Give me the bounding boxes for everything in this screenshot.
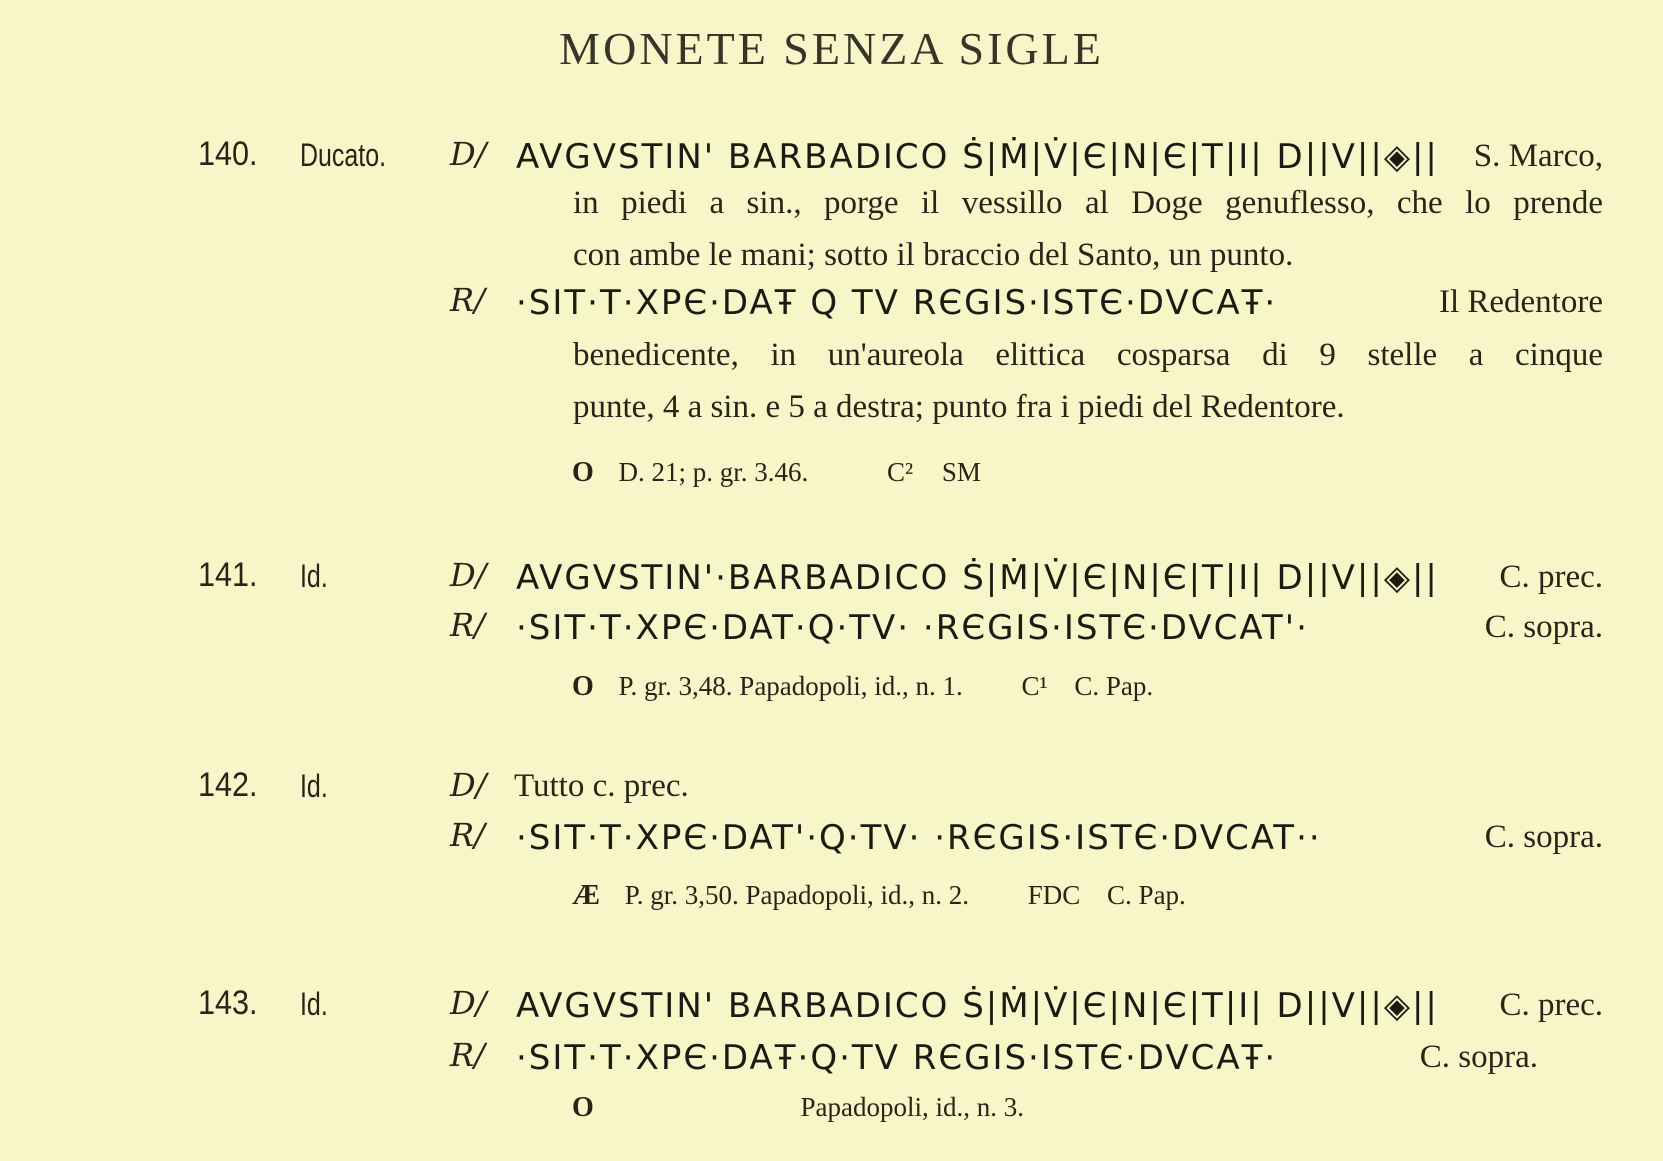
entry-number: 141. xyxy=(198,556,258,594)
obverse-legend: AVGVSTIN'·BARBADICO Ṡ|Ṁ|V̇|Є|N|Є|T|I| D||V||◈|| xyxy=(516,558,1439,598)
page-title: MONETE SENZA SIGLE xyxy=(559,23,1104,74)
entry-number: 140. xyxy=(198,135,258,173)
obverse-line xyxy=(450,135,1603,175)
entry-metadata xyxy=(572,457,981,489)
obverse-text: Tutto c. prec. xyxy=(514,768,689,804)
metal-symbol: O xyxy=(572,1092,594,1123)
entry-denomination: Id. xyxy=(300,768,328,804)
obverse-line xyxy=(450,766,1603,806)
entry-denomination: Id. xyxy=(300,986,328,1022)
metal-symbol: Æ xyxy=(572,880,600,911)
weight-details: D. 21; p. gr. 3.46. xyxy=(618,457,809,487)
metal-symbol: O xyxy=(572,671,594,702)
entry-number: 143. xyxy=(198,984,258,1022)
reverse-description-line: benedicente, in un'aureola elittica cosparsa di 9 stelle a cinque xyxy=(573,337,1603,373)
reverse-description-start: C. sopra. xyxy=(1419,1039,1538,1075)
reverse-line xyxy=(450,281,1603,321)
obverse-description-line: con ambe le mani; sotto il braccio del Santo, un punto. xyxy=(573,237,1294,273)
reverse-line xyxy=(450,606,1603,646)
reverse-symbol: R/ xyxy=(450,1036,485,1074)
obverse-symbol: D/ xyxy=(450,766,487,804)
grade: C² xyxy=(887,457,914,487)
reverse-description-line: punte, 4 a sin. e 5 a destra; punto fra i piedi del Redentore. xyxy=(573,389,1345,425)
obverse-legend: AVGVSTIN' BARBADICO Ṡ|Ṁ|V̇|Є|N|Є|T|I| D||V||◈|| xyxy=(516,137,1439,177)
collection: C. Pap. xyxy=(1074,671,1154,701)
obverse-description-start: S. Marco, xyxy=(1473,138,1603,174)
weight-details: P. gr. 3,48. Papadopoli, id., n. 1. xyxy=(618,671,963,701)
collection: SM xyxy=(941,457,981,487)
weight-details: P. gr. 3,50. Papadopoli, id., n. 2. xyxy=(624,880,970,910)
reverse-legend: ·SIT·T·XPЄ·DAT·Q·TV· ·RЄGIS·ISTЄ·DVCAT'· xyxy=(516,608,1309,648)
obverse-line xyxy=(450,556,1603,596)
reverse-symbol: R/ xyxy=(450,816,485,854)
reverse-description-start: Il Redentore xyxy=(1438,284,1603,320)
weight-details: Papadopoli, id., n. 3. xyxy=(800,1092,1025,1122)
obverse-description-line: in piedi a sin., porge il vessillo al Doge genuflesso, che lo prende xyxy=(573,185,1603,221)
reverse-line xyxy=(450,1036,1603,1076)
obverse-symbol: D/ xyxy=(450,556,487,594)
entry-metadata xyxy=(572,1092,1024,1124)
collection: C. Pap. xyxy=(1107,880,1186,910)
reverse-legend: ·SIT·T·XPЄ·DAŦ Q TV RЄGIS·ISTЄ·DVCAŦ· xyxy=(516,283,1278,323)
reverse-description-start: C. sopra. xyxy=(1484,609,1603,645)
grade: FDC xyxy=(1027,880,1081,910)
obverse-symbol: D/ xyxy=(450,135,487,173)
reverse-legend: ·SIT·T·XPЄ·DAT'·Q·TV· ·RЄGIS·ISTЄ·DVCAT·· xyxy=(516,818,1322,858)
obverse-legend: AVGVSTIN' BARBADICO Ṡ|Ṁ|V̇|Є|N|Є|T|I| D||V||◈|| xyxy=(516,986,1439,1026)
entry-metadata xyxy=(572,671,1153,703)
reverse-legend: ·SIT·T·XPЄ·DAŦ·Q·TV RЄGIS·ISTЄ·DVCAŦ· xyxy=(516,1038,1278,1078)
reverse-symbol: R/ xyxy=(450,281,485,319)
reverse-line xyxy=(450,816,1603,856)
entry-denomination: Ducato. xyxy=(300,137,387,173)
obverse-line xyxy=(450,984,1603,1024)
entry-denomination: Id. xyxy=(300,558,328,594)
entry-number: 142. xyxy=(198,766,258,804)
entry-metadata xyxy=(572,880,1186,912)
metal-symbol: O xyxy=(572,457,594,488)
obverse-description-start: C. prec. xyxy=(1499,987,1603,1023)
obverse-symbol: D/ xyxy=(450,984,487,1022)
obverse-description-start: C. prec. xyxy=(1499,559,1603,595)
reverse-description-start: C. sopra. xyxy=(1484,819,1603,855)
reverse-symbol: R/ xyxy=(450,606,485,644)
grade: C¹ xyxy=(1021,671,1048,701)
